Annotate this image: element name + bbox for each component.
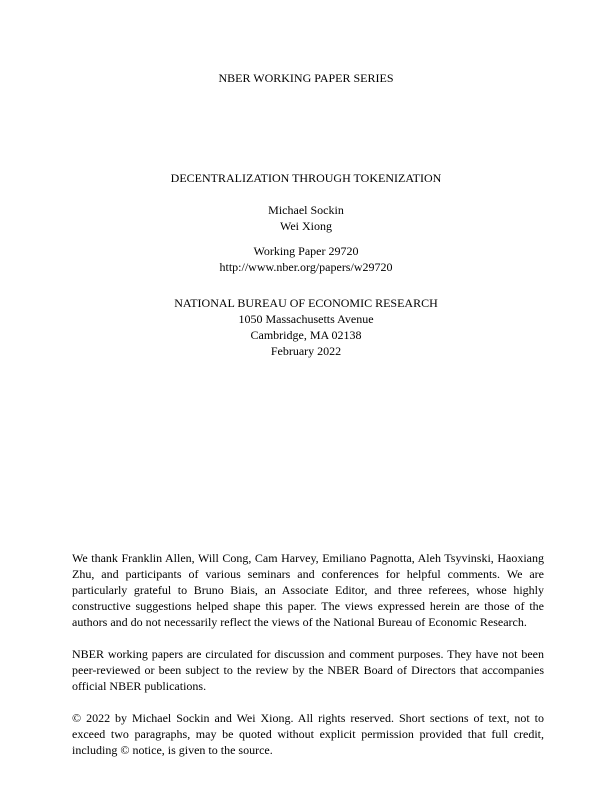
- institution-block: [0, 295, 612, 359]
- paper-url[interactable]: http://www.nber.org/papers/w29720: [219, 260, 393, 274]
- author-name: Michael Sockin: [268, 203, 344, 217]
- paper-title: DECENTRALIZATION THROUGH TOKENIZATION: [170, 171, 442, 185]
- paper-title-block: [0, 170, 612, 186]
- series-label: NBER WORKING PAPER SERIES: [218, 71, 394, 85]
- working-paper-number: Working Paper 29720: [253, 244, 359, 258]
- disclaimer-paragraph: NBER working papers are circulated for discussion and comment purposes. They have not been peer-reviewed or been subject to the review by the NBER Board of Directors that accompanies official NBER publications.: [72, 647, 544, 693]
- acknowledgments-paragraph: We thank Franklin Allen, Will Cong, Cam Harvey, Emiliano Pagnotta, Aleh Tsyvinski, Haoxiang Zhu, and participants of various seminars and conferences for helpful comments. We are particularly grateful to Bruno Biais, an Associate Editor, and three referees, whose highly constructive suggestions helped shape this paper. The views expressed herein are those of the authors and do not necessarily reflect the views of the National Bureau of Economic Research.: [72, 551, 544, 629]
- author-name: Wei Xiong: [279, 219, 333, 233]
- address-city: Cambridge, MA 02138: [250, 328, 362, 342]
- copyright-paragraph: © 2022 by Michael Sockin and Wei Xiong. All rights reserved. Short sections of text, not to exceed two paragraphs, may be quoted without explicit permission provided that full credit, including © notice, is given to the source.: [72, 711, 544, 757]
- working-paper-info: [0, 243, 612, 275]
- front-matter-notes: [72, 550, 544, 774]
- address-street: 1050 Massachusetts Avenue: [238, 312, 374, 326]
- author-list: [0, 202, 612, 234]
- publication-date: February 2022: [270, 344, 342, 358]
- institution-name: NATIONAL BUREAU OF ECONOMIC RESEARCH: [174, 296, 438, 310]
- series-header: [0, 70, 612, 86]
